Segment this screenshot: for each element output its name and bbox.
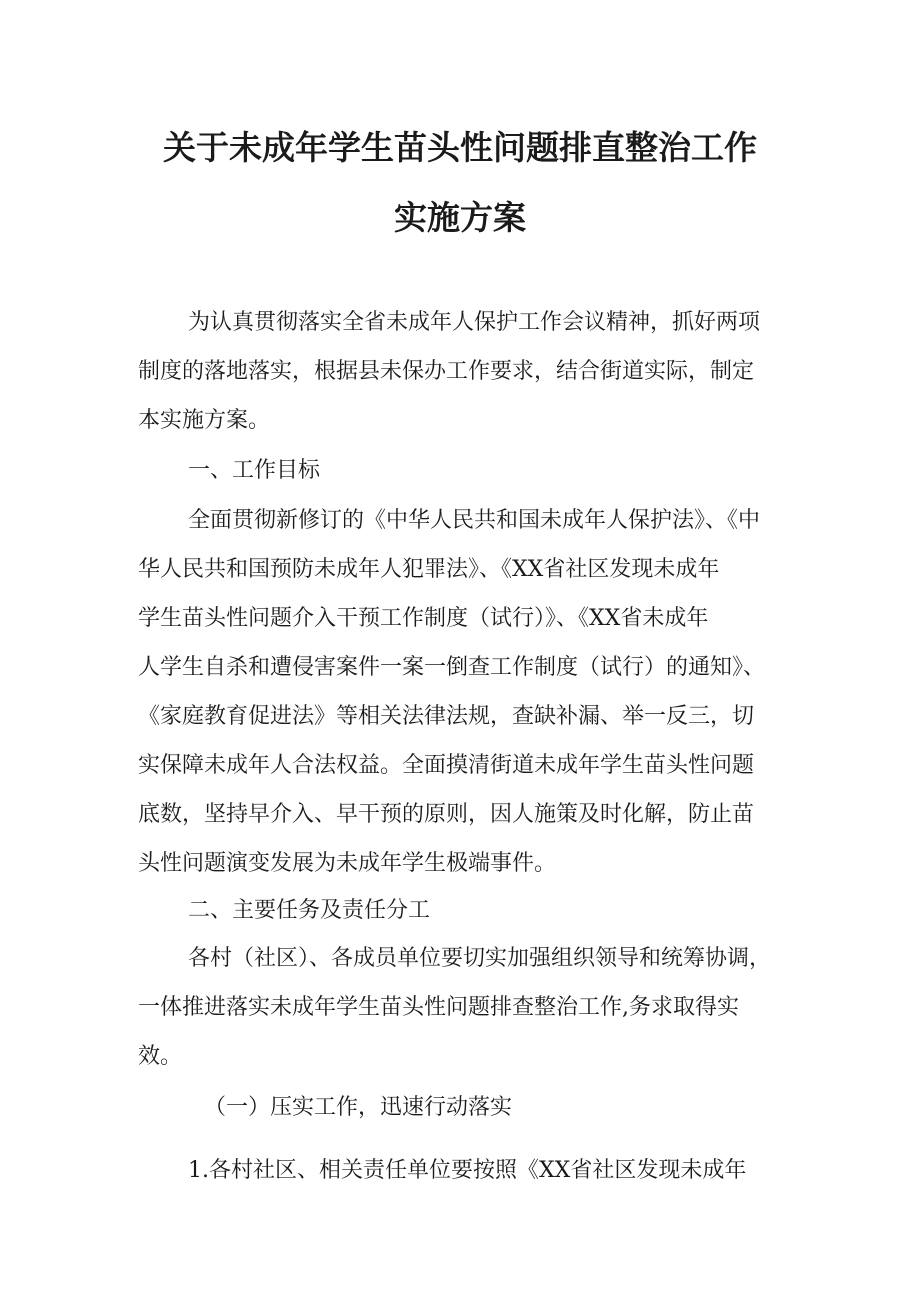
section-2-paragraph xyxy=(138,934,798,1081)
section-1-heading: 一、工作目标 xyxy=(188,458,321,483)
section-1-line-7: 底数，坚持早介入、早干预的原则，因人施策及时化解，防止苗 xyxy=(138,802,755,827)
subsection-1 xyxy=(138,1083,798,1132)
intro-line-2: 制度的落地落实，根据县未保办工作要求，结合街道实际，制定 xyxy=(138,359,755,384)
section-1-line-3: 学生苗头性问题介入干预工作制度（试行）》、《XX省未成年 xyxy=(138,606,709,631)
section-2-line-2: 一体推进落实未成年学生苗头性问题排查整治工作,务求取得实 xyxy=(138,995,739,1020)
section-1-line-5: 《家庭教育促进法》等相关法律法规，查缺补漏、举一反三，切 xyxy=(138,704,755,729)
item-1-line-1: 1.各村社区、相关责任单位要按照《XX省社区发现未成年 xyxy=(188,1158,747,1183)
section-2-heading: 二、主要任务及责任分工 xyxy=(188,898,431,923)
intro-line-3: 本实施方案。 xyxy=(138,408,271,433)
intro-line-1: 为认真贯彻落实全省未成年人保护工作会议精神，抓好两项 xyxy=(188,310,761,335)
document-title-line-1: 关于未成年学生苗头性问题排直整治工作 xyxy=(163,128,757,167)
document-title-line-2: 实施方案 xyxy=(394,198,526,237)
section-1-paragraph xyxy=(138,496,798,888)
item-1-paragraph xyxy=(138,1146,798,1195)
section-2-line-3: 效。 xyxy=(138,1044,183,1069)
intro-paragraph xyxy=(138,298,798,445)
section-1-line-2: 华人民共和国预防未成年人犯罪法》、《XX省社区发现未成年 xyxy=(138,557,720,582)
subsection-1-heading: （一）压实工作，迅速行动落实 xyxy=(204,1095,513,1120)
section-1 xyxy=(138,446,798,495)
section-1-line-4: 人学生自杀和遭侵害案件一案一倒查工作制度（试行）的通知》、 xyxy=(138,655,766,680)
section-1-line-8: 头性问题演变发展为未成年学生极端事件。 xyxy=(138,851,557,876)
section-1-line-6: 实保障未成年人合法权益。全面摸清街道未成年学生苗头性问题 xyxy=(138,753,755,778)
section-2-line-1: 各村（社区）、各成员单位要切实加强组织领导和统筹协调， xyxy=(188,946,772,971)
section-1-line-1: 全面贯彻新修订的《中华人民共和国未成年人保护法》、《中 xyxy=(188,508,761,533)
section-2 xyxy=(138,886,798,935)
